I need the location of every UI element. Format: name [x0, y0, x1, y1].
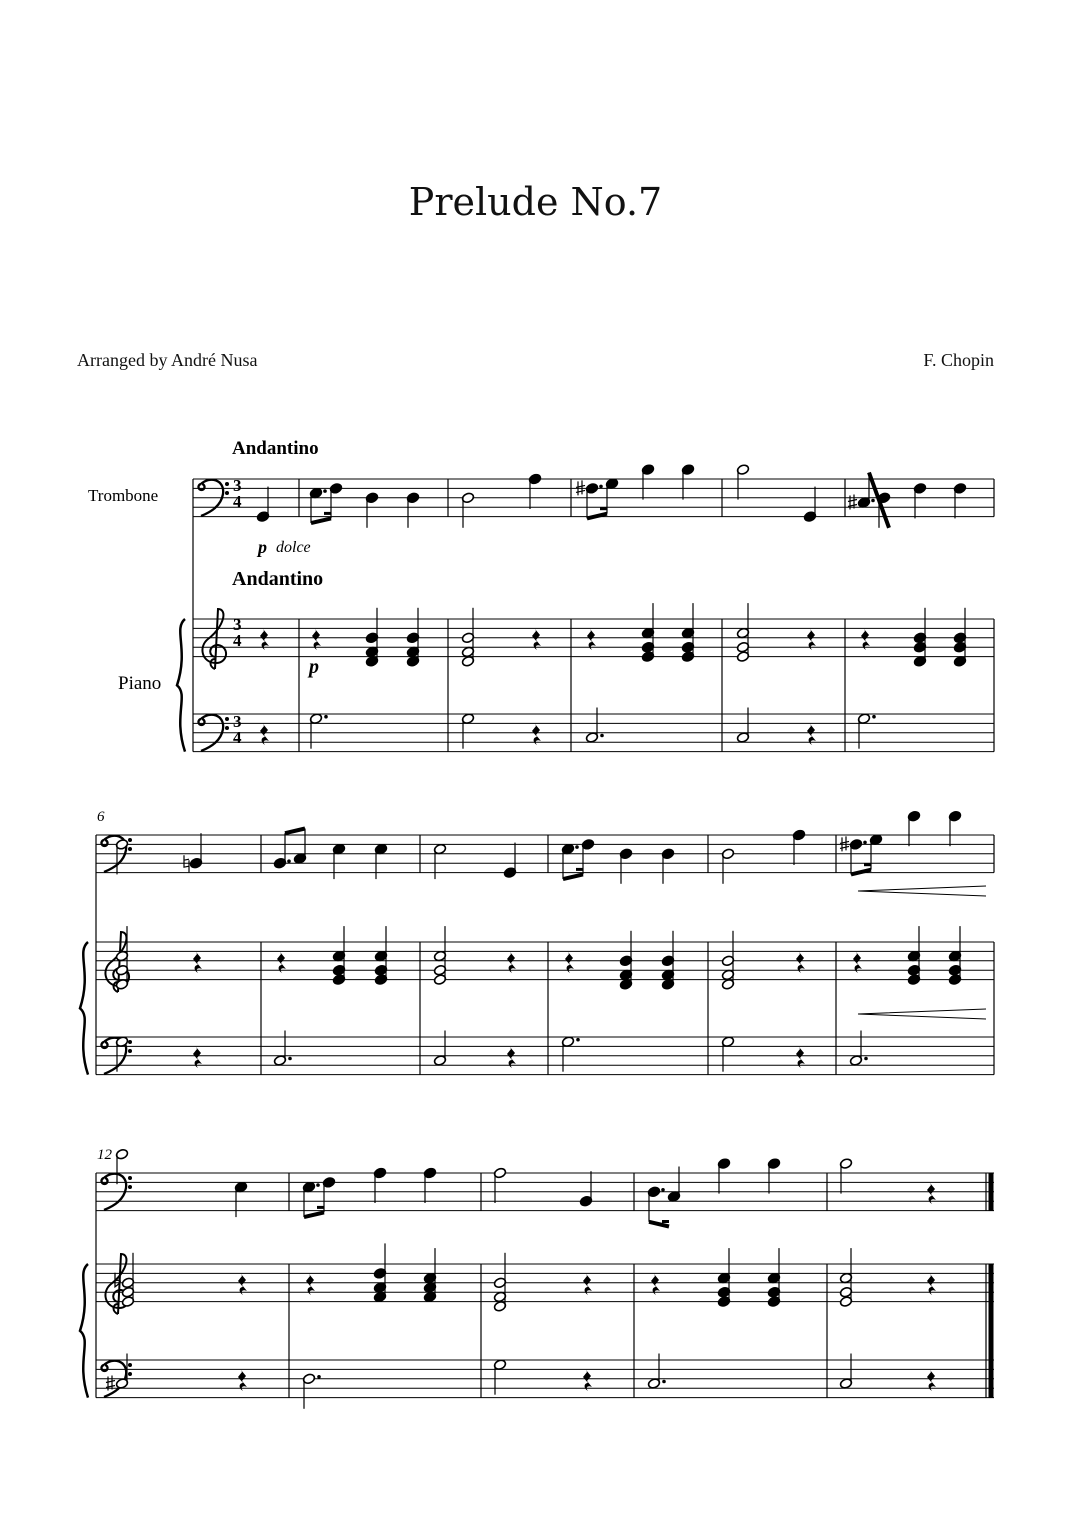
- augmentation-dot: [864, 1057, 868, 1061]
- bass-clef-dot: [128, 1049, 132, 1053]
- measure-number-6: 6: [97, 809, 105, 825]
- bass-clef-dot: [128, 1040, 132, 1044]
- piano-brace: [177, 619, 185, 752]
- time-sig-bottom-piano-bass: 4: [233, 728, 242, 747]
- augmentation-dot: [600, 734, 604, 738]
- time-sig-bottom-piano-treble: 4: [233, 631, 242, 650]
- augmentation-dot: [575, 845, 579, 849]
- expression-dolce: dolce: [276, 539, 311, 556]
- augmentation-dot: [576, 1038, 580, 1042]
- beam: [851, 870, 871, 875]
- augmentation-dot: [317, 1375, 321, 1379]
- arranger-credit: Arranged by André Nusa: [77, 350, 258, 370]
- crescendo-hairpin: [858, 886, 986, 896]
- bass-clef-dot: [128, 847, 132, 851]
- tempo-marking-piano: Andantino: [232, 568, 324, 590]
- augmentation-dot: [316, 1183, 320, 1187]
- bass-clef-dot: [128, 1185, 132, 1189]
- piece-title: Prelude No.7: [408, 180, 663, 224]
- piano-brace: [80, 1264, 88, 1398]
- time-sig-top-piano-bass: 3: [233, 712, 242, 731]
- augmentation-dot: [863, 841, 867, 845]
- time-sig-top-trombone: 3: [233, 476, 242, 495]
- augmentation-dot: [288, 1057, 292, 1061]
- augmentation-dot: [662, 1380, 666, 1384]
- beam: [304, 1212, 324, 1217]
- beam: [285, 829, 305, 834]
- augmentation-dot: [871, 499, 875, 503]
- augmentation-dot: [599, 485, 603, 489]
- augmentation-dot: [872, 715, 876, 719]
- bass-clef-dot: [128, 1372, 132, 1376]
- beam: [587, 514, 607, 519]
- crescendo-hairpin: [858, 1009, 986, 1019]
- bass-clef-dot: [128, 1363, 132, 1367]
- time-sig-bottom-trombone: 4: [233, 492, 242, 511]
- bass-clef-dot: [225, 482, 229, 486]
- tempo-marking-trombone: Andantino: [232, 438, 319, 459]
- instrument-label-piano: Piano: [118, 673, 162, 694]
- measure-number-12: 12: [97, 1147, 112, 1163]
- augmentation-dot: [661, 1188, 665, 1192]
- augmentation-dot: [324, 715, 328, 719]
- bass-clef-dot: [225, 717, 229, 721]
- instrument-label-trombone: Trombone: [88, 486, 159, 505]
- notation-marks: [80, 464, 986, 1409]
- augmentation-dot: [287, 859, 291, 863]
- treble-clef: [202, 609, 226, 669]
- time-sig-top-piano-treble: 3: [233, 615, 242, 634]
- augmentation-dot: [323, 489, 327, 493]
- bass-clef-dot: [128, 838, 132, 842]
- staff-lines: [96, 479, 994, 1398]
- bass-clef-dot: [225, 726, 229, 730]
- beam: [563, 874, 583, 879]
- piano-brace: [80, 942, 88, 1075]
- dynamic-piano: p: [309, 656, 319, 678]
- dynamic-trombone: p: [258, 537, 267, 557]
- bass-clef-dot: [225, 491, 229, 495]
- composer-credit: F. Chopin: [923, 350, 994, 370]
- bass-clef-dot: [128, 1176, 132, 1180]
- beam: [311, 518, 331, 523]
